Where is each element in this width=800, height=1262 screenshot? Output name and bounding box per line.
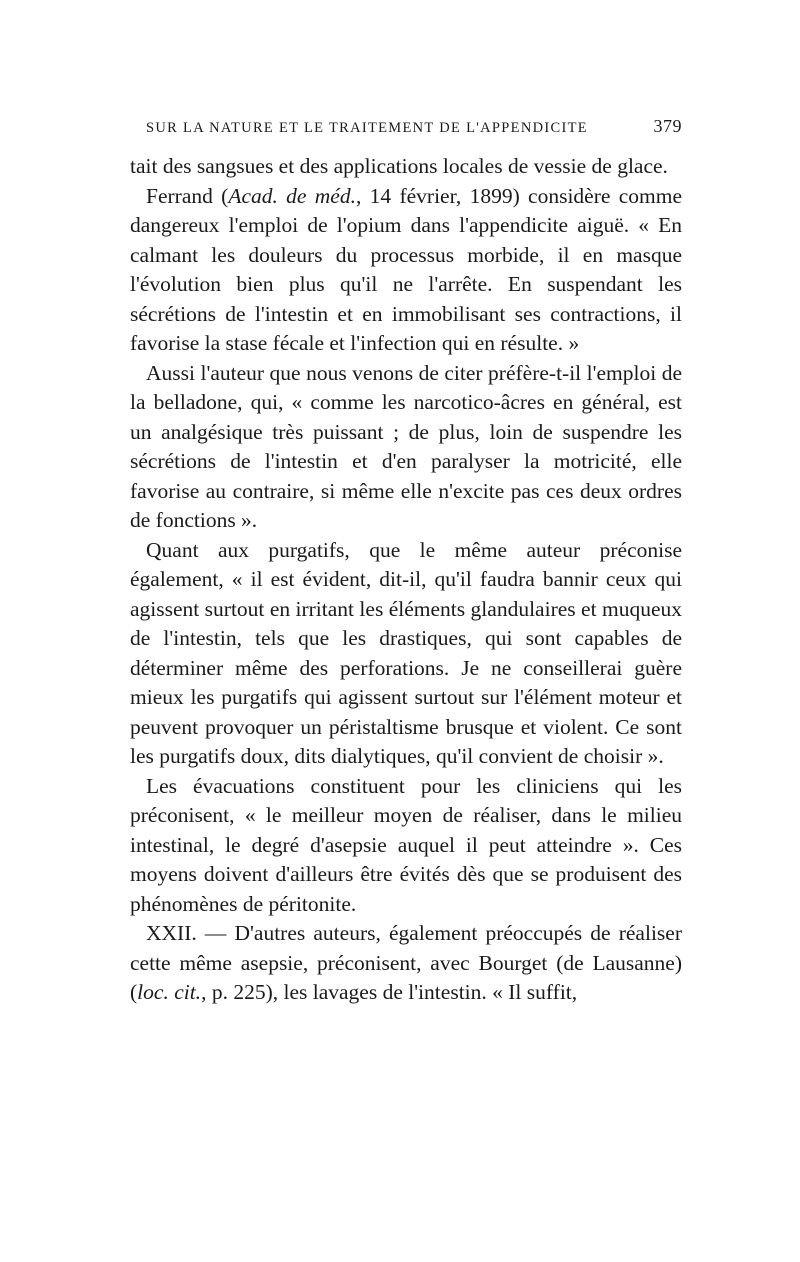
citation-italic: loc. cit.: [137, 980, 202, 1004]
book-page: [130, 116, 682, 1008]
text-run: Ferrand (: [146, 183, 229, 208]
paragraph: [130, 772, 682, 920]
page-number: 379: [653, 116, 682, 136]
paragraph: [130, 536, 682, 772]
text-run: Quant aux purgatifs, que le même auteur préconise également, « il est évident, dit-il, qu'il faudra bannir ceux qui agissent surtout en irritant les éléments glandulaires et muqueux de l'intestin, tels que les drastiques, qui sont capables de déterminer même des perforations. Je ne conseillerai guère mieux les purgatifs qui agissent surtout sur l'élément moteur et peuvent provoquer un péristaltisme brusque et violent. Ce sont les purgatifs doux, dits dialytiques, qu'il convient de choisir ».: [130, 537, 682, 768]
running-title: SUR LA NATURE ET LE TRAITEMENT DE L'APPENDICITE: [146, 120, 588, 136]
text-run: Les évacuations constituent pour les cliniciens qui les préconisent, « le meilleur moyen de réaliser, dans le milieu intestinal, le degré d'asepsie auquel il peut atteindre ». Ces moyens doivent d'ailleurs être évités dès que se produisent des phénomènes de péritonite.: [130, 773, 682, 916]
text-run: XXII. — D'autres auteurs, également préoccupés de réaliser cette même asepsie, préconisent, avec Bourget (de Lausanne) (: [130, 921, 682, 1004]
paragraph: [130, 359, 682, 536]
running-header: [146, 116, 682, 138]
text-run: tait des sangsues et des applications locales de vessie de glace.: [130, 154, 668, 178]
citation-italic: Acad. de méd.: [228, 183, 356, 208]
text-run: Aussi l'auteur que nous venons de citer préfère-t-il l'emploi de la belladone, qui, « comme les narcotico-âcres en général, est un analgésique très puissant ; de plus, loin de suspendre les sécrétions de l'intestin et d'en paralyser la motricité, elle favorise au contraire, si même elle n'excite pas ces deux ordres de fonctions ».: [130, 360, 682, 532]
paragraph: [130, 919, 682, 1008]
paragraph: [130, 182, 682, 359]
body-text: [130, 152, 682, 1008]
text-run: , p. 225), les lavages de l'intestin. « Il suffit,: [201, 980, 578, 1004]
paragraph: [130, 152, 682, 182]
text-run: , 14 février, 1899) considère comme dangereux l'emploi de l'opium dans l'appendicite aiguë. « En calmant les douleurs du processus morbide, il en masque l'évolution bien plus qu'il ne l'arrête. En suspendant les sécrétions de l'intestin et en immobilisant ses contractions, il favorise la stase fécale et l'infection qui en résulte. »: [130, 183, 682, 355]
